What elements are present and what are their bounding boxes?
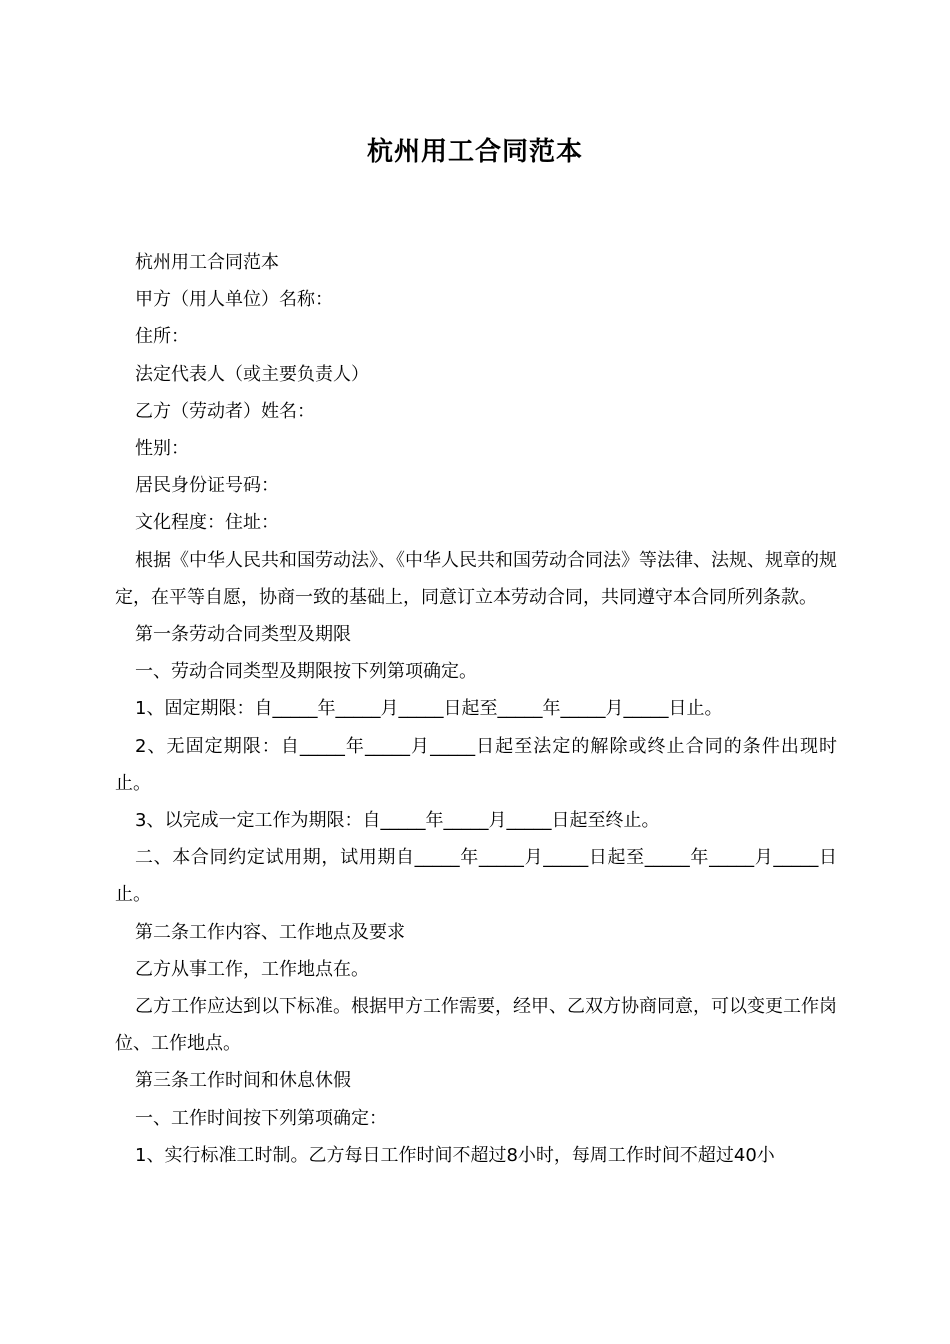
document-body — [115, 244, 837, 1174]
paragraph: 3、以完成一定工作为期限：自_____年_____月_____日起至终止。 — [135, 810, 660, 832]
paragraph: 2、无固定期限：自_____年_____月_____日起至法定的解除或终止合同的条件出现时止。 — [115, 735, 837, 794]
paragraph: 杭州用工合同范本 — [135, 252, 279, 273]
section-heading: 第三条工作时间和休息休假 — [135, 1070, 351, 1092]
paragraph: 文化程度：住址： — [135, 512, 279, 534]
paragraph: 一、劳动合同类型及期限按下列第项确定。 — [135, 661, 477, 683]
paragraph: 住所： — [135, 326, 189, 348]
paragraph: 居民身份证号码： — [135, 475, 279, 497]
document-title: 杭州用工合同范本 — [366, 137, 583, 167]
section-heading: 第一条劳动合同类型及期限 — [135, 624, 351, 646]
paragraph: 甲方（用人单位）名称： — [135, 289, 333, 311]
paragraph: 二、本合同约定试用期，试用期自_____年_____月_____日起至_____年_____月_____日止。 — [115, 847, 837, 906]
paragraph: 根据《中华人民共和国劳动法》、《中华人民共和国劳动合同法》等法律、法规、规章的规定，在平等自愿，协商一致的基础上，同意订立本劳动合同，共同遵守本合同所列条款。 — [115, 549, 837, 608]
paragraph: 乙方工作应达到以下标准。根据甲方工作需要，经甲、乙双方协商同意，可以变更工作岗位、工作地点。 — [115, 996, 837, 1055]
paragraph: 1、固定期限：自_____年_____月_____日起至_____年_____月_____日止。 — [135, 698, 723, 720]
paragraph: 乙方（劳动者）姓名： — [135, 400, 315, 422]
section-heading: 第二条工作内容、工作地点及要求 — [135, 921, 405, 943]
paragraph: 法定代表人（或主要负责人） — [135, 363, 369, 385]
paragraph: 1、实行标准工时制。乙方每日工作时间不超过8小时，每周工作时间不超过40小 — [135, 1144, 775, 1166]
paragraph: 一、工作时间按下列第项确定： — [135, 1107, 387, 1129]
paragraph: 性别： — [135, 438, 189, 460]
paragraph: 乙方从事工作，工作地点在。 — [135, 958, 369, 980]
